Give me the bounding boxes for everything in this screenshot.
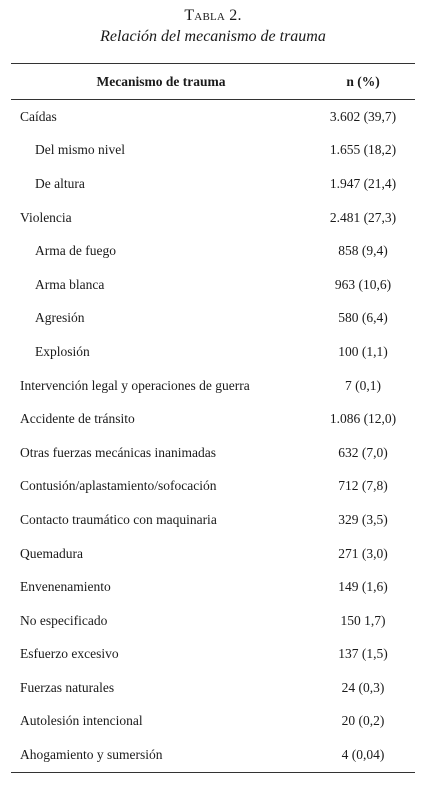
- row-label: Contacto traumático con maquinaria: [20, 511, 217, 527]
- row-value: 7 (0,1): [345, 377, 381, 393]
- row-sublabel: Explosión: [35, 343, 90, 359]
- table-row: [11, 234, 415, 268]
- row-label: Violencia: [20, 209, 72, 225]
- row-value: 632 (7,0): [338, 444, 388, 460]
- table-label-number: 2.: [225, 7, 242, 24]
- row-sublabel: De altura: [35, 175, 85, 191]
- table-label: [0, 6, 426, 26]
- table-row: [11, 671, 415, 705]
- row-value: 4 (0,04): [311, 738, 415, 772]
- row-label: Accidente de tránsito: [20, 411, 135, 427]
- table-row: [11, 738, 415, 772]
- table-row: [11, 470, 415, 504]
- row-value: 24 (0,3): [341, 679, 385, 695]
- row-value: 149 (1,6): [338, 579, 388, 595]
- row-sublabel: Arma blanca: [35, 276, 105, 292]
- table-row: [11, 570, 415, 604]
- row-value: 100 (1,1): [338, 343, 388, 359]
- row-label: Fuerzas naturales: [20, 679, 115, 695]
- table-row: [11, 167, 415, 201]
- row-label: Contusión/aplastamiento/sofocación: [20, 478, 217, 494]
- table-title: Relación del mecanismo de trauma: [100, 28, 326, 45]
- row-value: 2.481 (27,3): [329, 209, 397, 225]
- row-value: 963 (10,6): [334, 276, 392, 292]
- header-mechanism: Mecanismo de trauma: [11, 64, 311, 100]
- row-sublabel: Agresión: [35, 310, 85, 326]
- table-row: [11, 134, 415, 168]
- row-value: 1.655 (18,2): [329, 142, 397, 158]
- row-label: Ahogamiento y sumersión: [11, 738, 311, 772]
- table-row: [11, 100, 415, 134]
- row-value: 329 (3,5): [338, 511, 388, 527]
- table-row: [11, 604, 415, 638]
- row-value: 137 (1,5): [338, 646, 388, 662]
- table-header-row: [11, 64, 415, 100]
- table-row: [11, 705, 415, 739]
- row-value: 20 (0,2): [341, 713, 385, 729]
- table-label-prefix: Tabla: [184, 7, 226, 24]
- row-sublabel: Del mismo nivel: [35, 142, 125, 158]
- table-body: [11, 100, 415, 773]
- row-value: 271 (3,0): [338, 545, 388, 561]
- row-sublabel: Arma de fuego: [35, 243, 116, 259]
- row-label: Esfuerzo excesivo: [20, 646, 119, 662]
- row-value: 1.086 (12,0): [329, 411, 397, 427]
- table-row: [11, 335, 415, 369]
- trauma-mechanism-table: [11, 63, 415, 773]
- row-value: 712 (7,8): [338, 478, 388, 494]
- table-row: [11, 369, 415, 403]
- table-row: [11, 268, 415, 302]
- row-value: 858 (9,4): [338, 243, 388, 259]
- row-value: 1.947 (21,4): [329, 175, 397, 191]
- row-value: 3.602 (39,7): [329, 108, 397, 124]
- table-row: [11, 201, 415, 235]
- row-label: No especificado: [20, 612, 108, 628]
- row-label: Quemadura: [20, 545, 83, 561]
- row-label: Otras fuerzas mecánicas inanimadas: [20, 444, 217, 460]
- table-row: [11, 503, 415, 537]
- table-row: [11, 436, 415, 470]
- row-label: Envenenamiento: [20, 579, 111, 595]
- table-row: [11, 402, 415, 436]
- row-label: Intervención legal y operaciones de guerra: [20, 377, 250, 393]
- row-value: 580 (6,4): [338, 310, 388, 326]
- header-n-percent: n (%): [311, 64, 415, 100]
- row-label: Caídas: [20, 108, 57, 124]
- row-label: Autolesión intencional: [20, 713, 143, 729]
- row-value: 150 1,7): [340, 612, 386, 628]
- table-row: [11, 537, 415, 571]
- table-row: [11, 302, 415, 336]
- table-caption: [0, 0, 426, 47]
- table-row: [11, 638, 415, 672]
